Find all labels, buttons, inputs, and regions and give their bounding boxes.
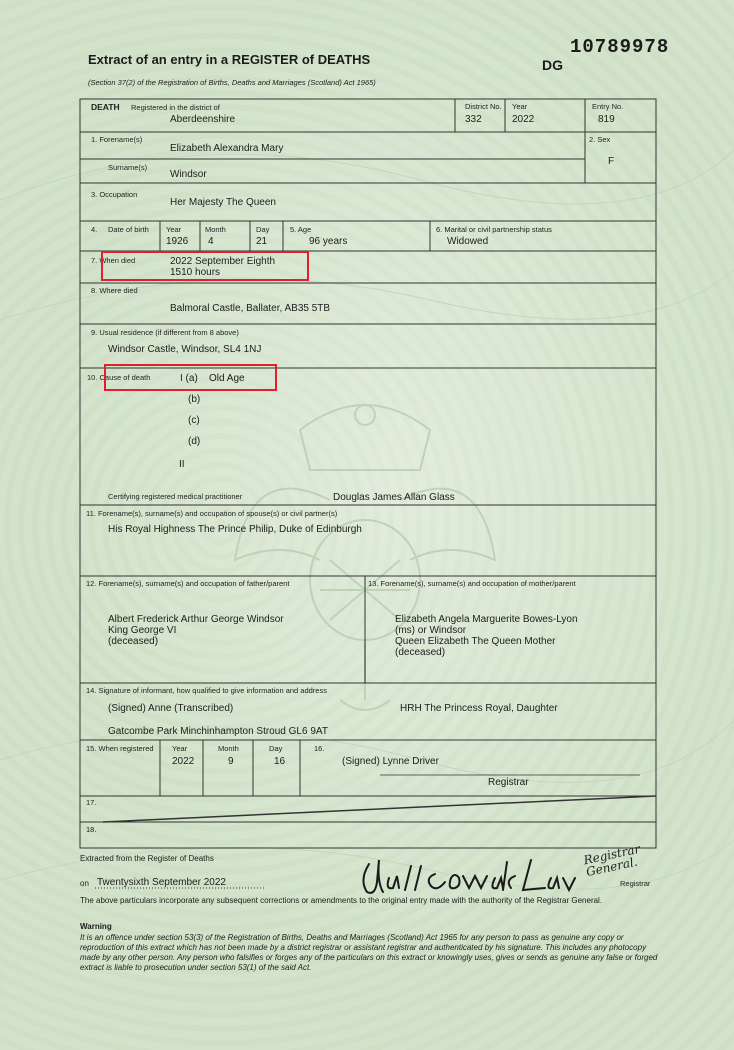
sex-value: F (608, 156, 615, 167)
registrar-general-handwritten: Registrar General. (582, 841, 642, 880)
usual-residence-label: 9. Usual residence (if different from 8 above) (91, 328, 239, 337)
document-title: Extract of an entry in a REGISTER of DEATHS (88, 52, 371, 67)
mother-label: 13. Forename(s), surname(s) and occupation of mother/parent (368, 579, 576, 588)
death-label: DEATH (91, 102, 120, 112)
seventeen-label: 17. (86, 798, 97, 807)
cause-c: (c) (188, 415, 200, 426)
district-label: Registered in the district of (131, 103, 220, 112)
highlight-when-died (101, 251, 309, 281)
mother-line-1: Elizabeth Angela Marguerite Bowes-Lyon (395, 614, 578, 625)
cause-d: (d) (188, 436, 201, 447)
spouse-label: 11. Forename(s), surname(s) and occupation of spouse(s) or civil partner(s) (86, 509, 338, 518)
dob-num-label: 4. (91, 225, 98, 234)
dob-month-value: 4 (208, 236, 214, 247)
occupation-value: Her Majesty The Queen (170, 197, 276, 208)
registrar-general-print: Registrar (620, 879, 651, 888)
informant-signed: (Signed) Anne (Transcribed) (108, 703, 234, 714)
entry-no-value: 819 (598, 114, 615, 125)
forenames-value: Elizabeth Alexandra Mary (170, 143, 284, 154)
when-died-date: 2022 September Eighth (170, 256, 276, 267)
reg-day-label: Day (269, 744, 283, 753)
occupation-label: 3. Occupation (91, 190, 138, 199)
on-label: on (80, 879, 89, 888)
district-no-label: District No. (465, 102, 502, 111)
extracted-date: Twentysixth September 2022 (97, 877, 226, 888)
spouse-value: His Royal Highness The Prince Philip, Duke of Edinburgh (108, 524, 362, 535)
mother-line-4: (deceased) (395, 647, 446, 658)
entry-no-label: Entry No. (592, 102, 624, 111)
dob-day-value: 21 (256, 236, 268, 247)
serial-number: 10789978 (570, 36, 670, 58)
warning-title: Warning (80, 922, 112, 931)
father-line-2: King George VI (108, 625, 177, 636)
cause-ii: II (179, 459, 185, 470)
sex-label: 2. Sex (589, 135, 611, 144)
age-value: 96 years (309, 236, 348, 247)
when-died-label: 7. When died (91, 256, 136, 265)
dob-year-label: Year (166, 225, 182, 234)
district-no-value: 332 (465, 114, 482, 125)
mother-line-2: (ms) or Windsor (395, 625, 467, 636)
series-code: DG (542, 57, 563, 73)
cause-b: (b) (188, 394, 201, 405)
where-died-value: Balmoral Castle, Ballater, AB35 5TB (170, 303, 331, 314)
marital-value: Widowed (447, 236, 489, 247)
dob-year-value: 1926 (166, 236, 189, 247)
eighteen-label: 18. (86, 825, 97, 834)
when-died-time: 1510 hours (170, 267, 221, 278)
extracted-label: Extracted from the Register of Deaths (80, 854, 214, 863)
informant-address: Gatcombe Park Minchinhampton Stroud GL6 9AT (108, 726, 328, 737)
registrar-general-signature (355, 852, 590, 900)
marital-label: 6. Marital or civil partnership status (436, 225, 552, 234)
reg-month-label: Month (218, 744, 239, 753)
informant-label: 14. Signature of informant, how qualified to give information and address (86, 686, 327, 695)
surname-label: Surname(s) (108, 163, 148, 172)
document-subtitle: (Section 37(2) of the Registration of Births, Deaths and Marriages (Scotland) Act 1965) (88, 78, 376, 87)
sixteen-label: 16. (314, 744, 325, 753)
age-label: 5. Age (290, 225, 312, 234)
usual-residence-value: Windsor Castle, Windsor, SL4 1NJ (108, 344, 262, 355)
informant-qualification: HRH The Princess Royal, Daughter (400, 703, 558, 714)
dob-day-label: Day (256, 225, 270, 234)
forenames-label: 1. Forename(s) (91, 135, 143, 144)
cause-ia-value: Old Age (209, 373, 245, 384)
dob-label: Date of birth (108, 225, 149, 234)
year-value: 2022 (512, 114, 535, 125)
surname-value: Windsor (170, 169, 207, 180)
where-died-label: 8. Where died (91, 286, 138, 295)
cause-ia-label: I (a) (180, 373, 198, 384)
reg-year-value: 2022 (172, 756, 195, 767)
year-label: Year (512, 102, 528, 111)
dob-month-label: Month (205, 225, 226, 234)
reg-year-label: Year (172, 744, 188, 753)
father-line-3: (deceased) (108, 636, 159, 647)
practitioner-label: Certifying registered medical practitioner (108, 492, 243, 501)
registrar-signed: (Signed) Lynne Driver (342, 756, 439, 767)
practitioner-value: Douglas James Allan Glass (333, 492, 455, 503)
reg-month-value: 9 (228, 756, 234, 767)
warning-text: It is an offence under section 53(3) of the Registration of Births, Deaths and Marriages (Scotland) Act 1965 for any person to pass as genuine any copy or reproduction of this extract which has not been made by a district registrar or assistant registrar and authenticated by his signature. This includes any photocopy made by any other person. Any person who falsifies or forges any of the particulars on this extract or knowingly uses, gives or sends as genuine any false or forged extract is liable to prosecution under section 53(1) of the said Act. (80, 933, 658, 972)
corrections-notice: The above particulars incorporate any subsequent corrections or amendments to the original entry made with the authority of the Registrar General. (80, 896, 603, 905)
registrar-label: Registrar (488, 777, 529, 788)
father-line-1: Albert Frederick Arthur George Windsor (108, 614, 284, 625)
highlight-cause-of-death (104, 364, 277, 391)
father-label: 12. Forename(s), surname(s) and occupation of father/parent (86, 579, 290, 588)
when-registered-label: 15. When registered (86, 744, 154, 753)
reg-day-value: 16 (274, 756, 286, 767)
mother-line-3: Queen Elizabeth The Queen Mother (395, 636, 556, 647)
district-value: Aberdeenshire (170, 114, 236, 125)
cause-label: 10. Cause of death (87, 373, 151, 382)
